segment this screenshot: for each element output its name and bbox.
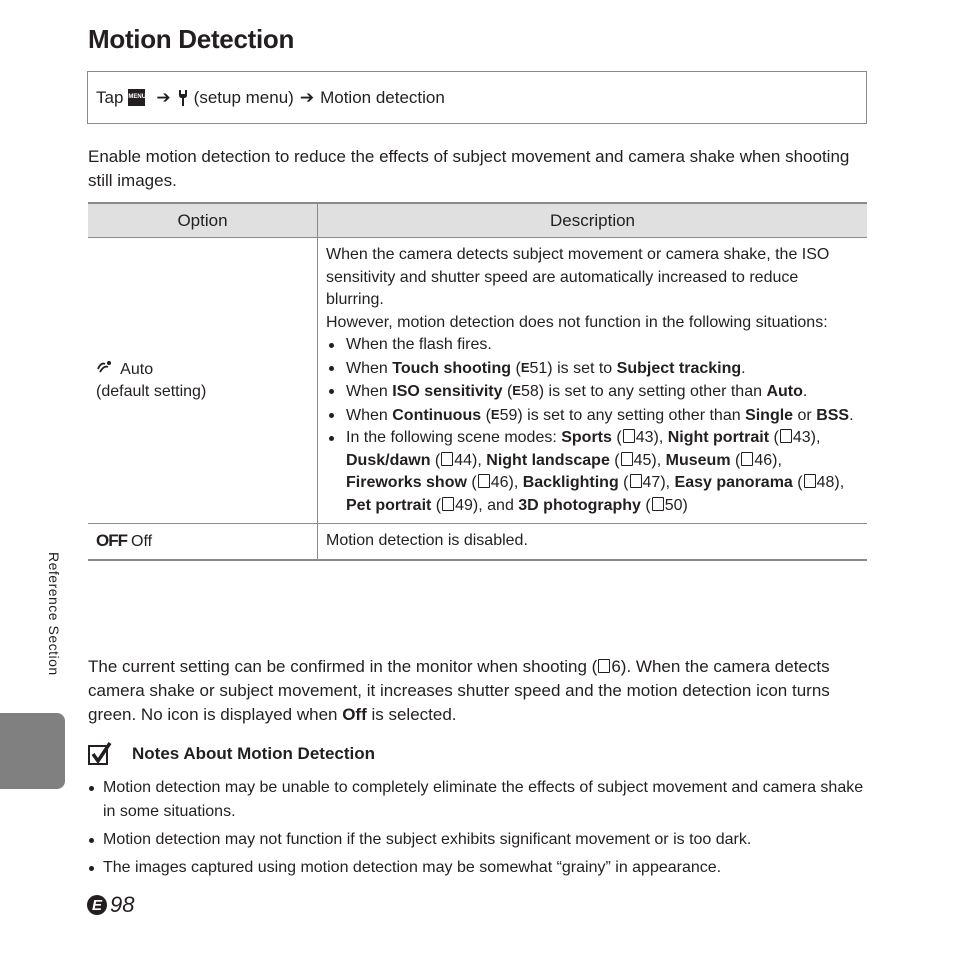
scene-mode-item: Museum ( 46), — [665, 451, 782, 469]
header-option: Option — [88, 203, 318, 238]
scene-mode-item: Dusk/dawn ( 44), — [346, 451, 487, 469]
scene-mode-name: Museum — [665, 451, 731, 469]
option-cell — [88, 524, 318, 560]
option-cell — [88, 238, 318, 524]
scene-mode-name: Night landscape — [486, 451, 610, 469]
arrow-right-icon: ➔ — [156, 87, 171, 107]
scene-mode-name: Fireworks show — [346, 474, 467, 491]
description-cell: Motion detection is disabled. — [318, 524, 868, 560]
notes-list — [88, 776, 868, 884]
section-tab — [0, 713, 65, 789]
notes-heading: Notes About Motion Detection — [88, 742, 375, 766]
scene-mode-item: Easy panorama ( 48), — [674, 474, 845, 491]
list-item: In the following scene modes: Sports ( 43), Night portrait ( 43), Dusk/dawn ( 44), Night landscape ( 45), Museum ( 46), Fireworks show ( 46), Backlighting ( 47), Easy panorama ( 48), Pet portrait ( 49), and 3D photography ( 50) — [326, 427, 859, 517]
list-item: Motion detection may not function if the subject exhibits significant movement or is too dark. — [88, 828, 868, 852]
book-icon — [441, 452, 453, 466]
tap-label: Tap — [96, 87, 124, 107]
description-text: When the camera detects subject movement or camera shake, the ISO sensitivity and shutter speed are automatically increased to reduce blurring. — [326, 246, 830, 308]
description-cell — [318, 238, 868, 524]
scene-mode-item: Pet portrait ( 49), — [346, 496, 488, 514]
reference-section-icon: E — [512, 383, 521, 398]
wrench-icon — [177, 89, 189, 107]
motion-auto-icon — [96, 361, 116, 378]
page-reference: 44 — [454, 451, 473, 469]
list-item: The images captured using motion detection may be somewhat “grainy” in appearance. — [88, 856, 868, 880]
scene-mode-item: Night portrait ( 43), — [667, 429, 821, 446]
page-number: E 98 — [86, 892, 134, 918]
list-item: Motion detection may be unable to completely eliminate the effects of subject movement and camera shake in some situations. — [88, 776, 868, 824]
page-reference: 47 — [642, 474, 661, 491]
reference-section-icon: E — [490, 406, 500, 422]
option-label: Off — [131, 532, 153, 550]
table-row-auto — [88, 238, 867, 524]
scene-mode-name: Pet portrait — [346, 496, 432, 514]
off-icon: OFF — [96, 530, 127, 550]
book-icon — [442, 497, 454, 511]
scene-mode-name: 3D photography — [518, 496, 641, 514]
intro-paragraph: Enable motion detection to reduce the effects of subject movement and camera shake when shooting still images. — [88, 147, 850, 190]
scene-mode-item: and 3D photography ( 50) — [487, 496, 688, 514]
page-reference: 48 — [816, 474, 835, 491]
scene-mode-name: Sports — [561, 429, 612, 446]
options-table — [88, 202, 867, 561]
menu-path-box — [87, 71, 867, 124]
header-description: Description — [318, 203, 868, 238]
table-row-off — [88, 524, 867, 560]
page-reference: 46 — [490, 474, 509, 491]
page-reference: 50 — [664, 496, 683, 514]
scene-mode-name: Dusk/dawn — [346, 451, 431, 469]
option-label: Auto — [120, 360, 154, 378]
situation-list — [326, 334, 859, 517]
book-icon — [478, 474, 490, 488]
page-title: Motion Detection — [88, 24, 295, 54]
list-item: When ISO sensitivity (E58) is set to any setting other than Auto. — [326, 380, 859, 404]
reference-section-icon: E — [520, 359, 530, 375]
scene-mode-item: Backlighting ( 47), — [522, 474, 675, 491]
book-icon — [598, 659, 610, 673]
page-reference: 43 — [635, 429, 654, 446]
scene-mode-item: Sports ( 43), — [561, 429, 668, 446]
reference-section-icon — [86, 894, 108, 916]
section-side-label: Reference Section — [46, 552, 62, 676]
book-icon — [621, 452, 633, 466]
page-reference: 43 — [792, 429, 811, 446]
book-icon — [652, 497, 664, 511]
scene-mode-item: Night landscape ( 45), — [486, 451, 666, 469]
book-icon — [623, 429, 635, 443]
book-icon — [780, 429, 792, 443]
scene-mode-item: Fireworks show ( 46), — [346, 474, 523, 491]
page-reference: 46 — [754, 451, 773, 469]
page-reference: 45 — [633, 451, 652, 469]
description-text: However, motion detection does not function in the following situations: — [326, 313, 828, 331]
list-item: When Touch shooting (E51) is set to Subject tracking. — [326, 357, 859, 381]
list-item: When the flash fires. — [326, 334, 859, 357]
scene-mode-name: Night portrait — [667, 429, 770, 446]
book-icon — [630, 474, 642, 488]
list-item: When Continuous (E59) is set to any setting other than Single or BSS. — [326, 404, 859, 428]
page-reference: 49 — [455, 496, 473, 514]
arrow-right-icon: ➔ — [299, 87, 315, 107]
motion-detection-label: Motion detection — [320, 87, 445, 107]
option-sublabel: (default setting) — [96, 382, 207, 400]
book-icon — [804, 474, 816, 488]
setup-menu-label: (setup menu) — [193, 87, 294, 107]
scene-mode-name: Backlighting — [522, 474, 619, 491]
book-icon — [741, 452, 753, 466]
scene-mode-name: Easy panorama — [674, 474, 793, 491]
svg-text:E: E — [91, 897, 103, 914]
checkmark-icon — [88, 742, 112, 766]
current-setting-paragraph: The current setting can be confirmed in the monitor when shooting ( 6). When the camera detects camera shake or subject movement, it increases shutter speed and the motion detection icon turns green. No icon is displayed when Off is selected. — [88, 657, 830, 724]
menu-icon: MENU — [128, 89, 145, 106]
